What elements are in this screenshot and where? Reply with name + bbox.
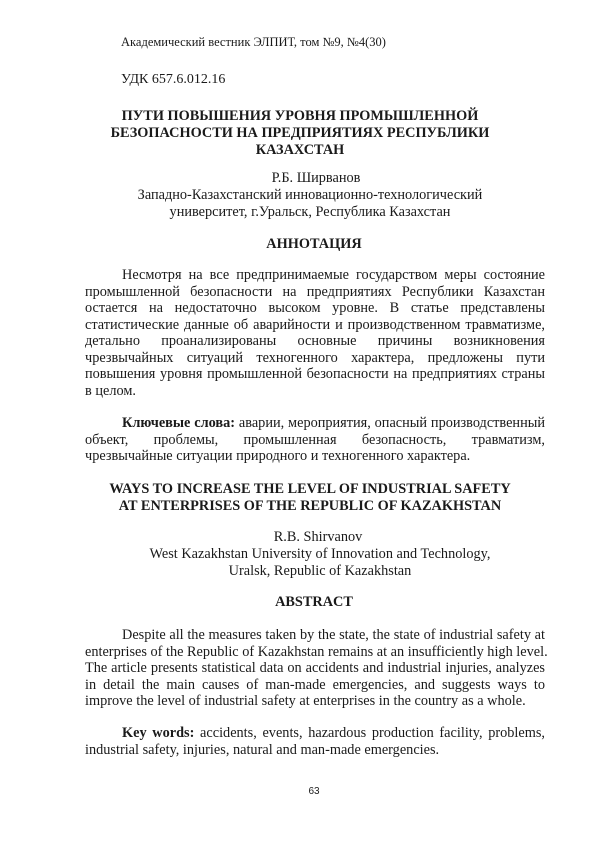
ru-title <box>0 108 600 159</box>
ru-abstract-line: статистические данные об аварийности и производственном травматизме, <box>85 317 545 334</box>
ru-author: Р.Б. Ширванов <box>16 170 600 187</box>
en-affiliation-line: Uralsk, Republic of Kazakhstan <box>20 563 600 580</box>
ru-keywords-line: чрезвычайные ситуации природного и техногенного характера. <box>85 448 545 465</box>
en-title <box>10 481 600 515</box>
ru-abstract-line: остается на недостаточно высоком уровне. В статье представлены <box>85 300 545 317</box>
ru-affiliation <box>10 187 600 221</box>
udk-code: УДК 657.6.012.16 <box>121 72 225 88</box>
ru-title-line: КАЗАХСТАН <box>0 142 600 159</box>
ru-abstract-line: в целом. <box>85 383 545 400</box>
en-abstract-line: The article presents statistical data on accidents and industrial injuries, analyzes <box>85 660 545 677</box>
en-abstract-line: Despite all the measures taken by the state, the state of industrial safety at <box>85 627 545 644</box>
en-abstract-line: improve the level of industrial safety at enterprises in the country as a whole. <box>85 693 545 710</box>
ru-abstract-line: Несмотря на все предпринимаемые государством меры состояние <box>85 267 545 284</box>
ru-affiliation-line: Западно-Казахстанский инновационно-технологический <box>10 187 600 204</box>
ru-abstract-line: детально проанализированы основные причины возникновения <box>85 333 545 350</box>
en-keywords-line: accidents, events, hazardous production facility, problems, <box>194 725 545 741</box>
en-abstract-line: in detail the main causes of man-made emergencies, and suggests ways to <box>85 677 545 694</box>
en-abstract-heading: ABSTRACT <box>14 594 600 611</box>
en-author: R.B. Shirvanov <box>18 529 600 546</box>
en-affiliation-line: West Kazakhstan University of Innovation and Technology, <box>20 546 600 563</box>
en-abstract-line: enterprises of the Republic of Kazakhstan remains at an insufficiently high level. <box>85 644 545 661</box>
page-number: 63 <box>14 786 600 797</box>
en-affiliation <box>20 546 600 580</box>
ru-title-line: ПУТИ ПОВЫШЕНИЯ УРОВНЯ ПРОМЫШЛЕННОЙ <box>0 108 600 125</box>
ru-keywords-line: объект, проблемы, промышленная безопасность, травматизм, <box>85 432 545 449</box>
ru-keywords-label: Ключевые слова: <box>122 415 235 431</box>
en-keywords-label: Key words: <box>122 725 194 741</box>
ru-abstract-line: промышленной безопасности на предприятиях Республики Казахстан <box>85 284 545 301</box>
en-keywords-line: industrial safety, injuries, natural and man-made emergencies. <box>85 742 545 759</box>
journal-header: Академический вестник ЭЛПИТ, том №9, №4(30) <box>121 35 386 50</box>
ru-abstract-line: чрезвычайных ситуаций техногенного характера, предложены пути <box>85 350 545 367</box>
ru-abstract <box>85 267 545 399</box>
en-abstract <box>85 627 545 710</box>
ru-keywords <box>85 415 545 465</box>
en-title-line: AT ENTERPRISES OF THE REPUBLIC OF KAZAKHSTAN <box>10 498 600 515</box>
ru-abstract-line: повышения уровня промышленной безопасности на предприятиях страны <box>85 366 545 383</box>
ru-title-line: БЕЗОПАСНОСТИ НА ПРЕДПРИЯТИЯХ РЕСПУБЛИКИ <box>0 125 600 142</box>
ru-abstract-heading: АННОТАЦИЯ <box>14 236 600 253</box>
ru-affiliation-line: университет, г.Уральск, Республика Казахстан <box>10 204 600 221</box>
en-keywords <box>85 725 545 758</box>
ru-keywords-line: аварии, мероприятия, опасный производственный <box>235 415 545 431</box>
en-title-line: WAYS TO INCREASE THE LEVEL OF INDUSTRIAL SAFETY <box>10 481 600 498</box>
